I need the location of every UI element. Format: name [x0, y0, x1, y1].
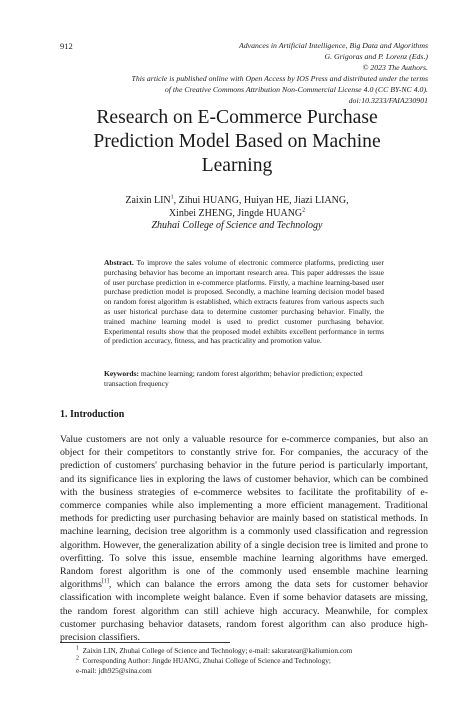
header-line-license-1: This article is published online with Open Access by IOS Press and distributed under the terms [131, 74, 428, 83]
paragraph-text-1: Value customers are not only a valuable resource for e-commerce companies, but also an object for their competitors to constantly strive for. For companies, the accuracy of the prediction of customers' purchasing behavior in the future period is particularly important, and its significance lies in exploring the laws of customer behavior, which can be combined with the business strategies of e-commerce websites to facilitate the profitability of e-commerce companies while also implementing a more efficient management. Traditional methods for predicting user purchasing behavior are mainly based on statistical methods. In machine learning, decision tree algorithm is a commonly used classification and regression algorithm. However, the generalization ability of a single decision tree is limited and prone to overfitting. To solve this issue, ensemble machine learning algorithms have emerged. Random forest algorithm is one of the commonly used ensemble machine learning algorithms [60, 434, 428, 591]
footnotes [76, 646, 416, 676]
abstract-text: To improve the sales volume of electronic commerce platforms, predicting user purchasing behavior has become an important research area. This paper addresses the issue of user purchase prediction in e-commerce platforms. Firstly, a machine learning-based user purchase prediction model is proposed. Secondly, a machine learning decision model based on random forest algorithm is established, which extracts features from various aspects such as user historical purchase data to determine customer purchasing behavior. Finally, the trained machine learning model is used to predict customer purchasing behavior. Experimental results show that the proposed model exhibits excellent performance in terms of prediction accuracy, fitness, and has practicality and promotion value. [104, 258, 384, 346]
footnote-mark: 2 [76, 655, 79, 662]
header-line-license-2: of the Creative Commons Attribution Non-Commercial License 4.0 (CC BY-NC 4.0). [164, 85, 428, 94]
author-first: Zaixin LIN [125, 195, 171, 206]
page-number: 912 [60, 41, 73, 51]
author-block [60, 195, 414, 233]
keywords-text: machine learning; random forest algorithm; behavior prediction; expected transaction frequency [104, 369, 363, 388]
author-line-2 [60, 208, 414, 221]
footnote-text: Corresponding Author: Jingde HUANG, Zhuhai College of Science and Technology; [82, 656, 331, 665]
header-line-series: Advances in Artificial Intelligence, Big Data and Algorithms [239, 41, 428, 50]
author-footnote-mark-2: 2 [302, 207, 306, 214]
footnote-2 [76, 656, 416, 666]
paper-title [60, 106, 414, 178]
affiliation: Zhuhai College of Science and Technology [151, 220, 323, 231]
footnote-text: e-mail: jdh925@sina.com [76, 666, 152, 675]
abstract-label: Abstract. [104, 258, 134, 267]
header-line-doi: doi:10.3233/FAIA230901 [348, 96, 428, 105]
citation-ref[interactable]: [1] [101, 578, 109, 585]
keywords [104, 369, 384, 389]
footnote-mark: 1 [76, 645, 79, 652]
journal-header [68, 40, 428, 106]
footnote-divider [60, 642, 230, 643]
author-line-1 [60, 195, 414, 208]
footnote-2-continued [76, 666, 416, 676]
header-line-editors: G. Grigoras and P. Lorenz (Eds.) [324, 52, 428, 61]
author-line-2-text: Xinbei ZHENG, Jingde HUANG [168, 207, 303, 219]
keywords-label: Keywords: [104, 369, 139, 378]
footnote-1 [76, 646, 416, 656]
footnote-text: Zaixin LIN, Zhuhai College of Science and Technology; e-mail: sakuratear@kaliumion.com [82, 646, 353, 655]
title-line-2: Prediction Model Based on Machine [93, 131, 381, 152]
title-line-1: Research on E-Commerce Purchase [96, 107, 378, 128]
abstract [104, 258, 384, 346]
introduction-paragraph [60, 433, 428, 644]
author-footnote-mark-1: 1 [170, 194, 174, 201]
section-heading: 1. Introduction [60, 409, 125, 420]
title-line-3: Learning [201, 155, 273, 176]
paragraph-text-2: , which can balance the errors among the data sets for customer behavior classification with incomplete weight balance. Even if some behavior datasets are missing, the random forest algorithm can still achieve high accuracy. Meanwhile, for complex customer purchasing behavior datasets, random forest algorithm can also produce high-precision classifiers. [60, 579, 428, 644]
header-line-copyright: © 2023 The Authors. [362, 63, 428, 72]
author-line-1-rest: , Zihui HUANG, Huiyan HE, Jiazi LIANG, [173, 195, 349, 206]
